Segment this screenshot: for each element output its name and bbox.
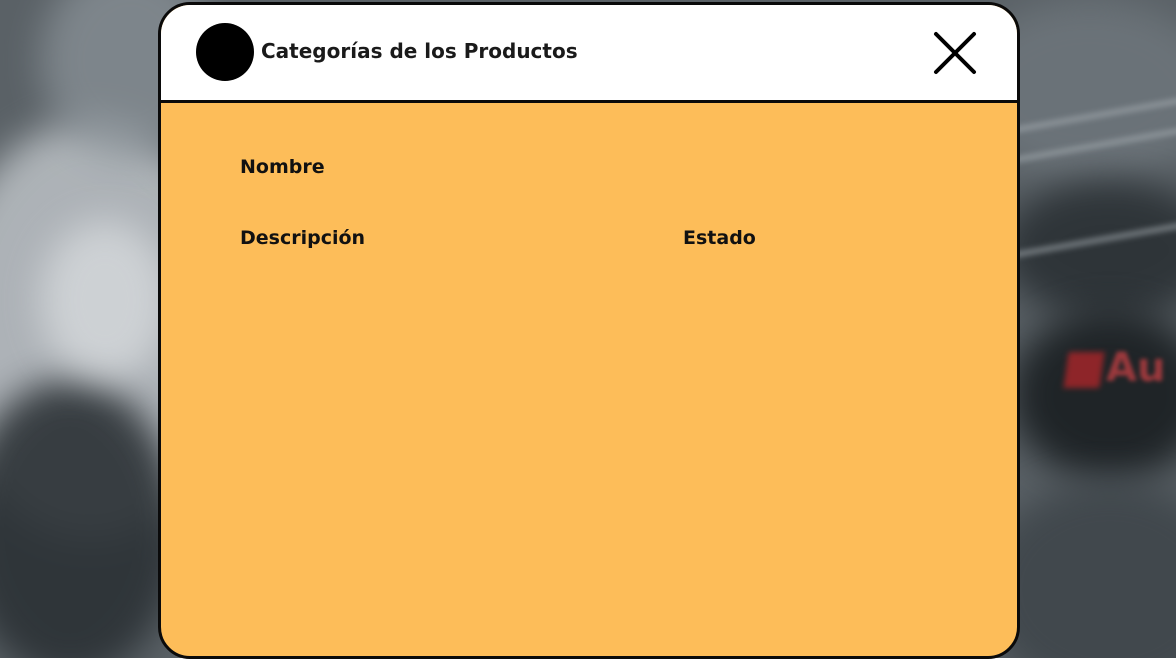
logo-circle-icon xyxy=(196,23,254,81)
close-icon xyxy=(932,30,978,76)
modal-header xyxy=(161,5,1017,103)
nombre-label: Nombre xyxy=(240,156,325,178)
estado-label: Estado xyxy=(683,227,756,249)
modal-title: Categorías de los Productos xyxy=(261,39,578,63)
close-button[interactable] xyxy=(932,30,978,76)
background-photo: Au xyxy=(0,0,1176,658)
category-modal xyxy=(158,2,1020,659)
descripcion-label: Descripción xyxy=(240,227,366,249)
